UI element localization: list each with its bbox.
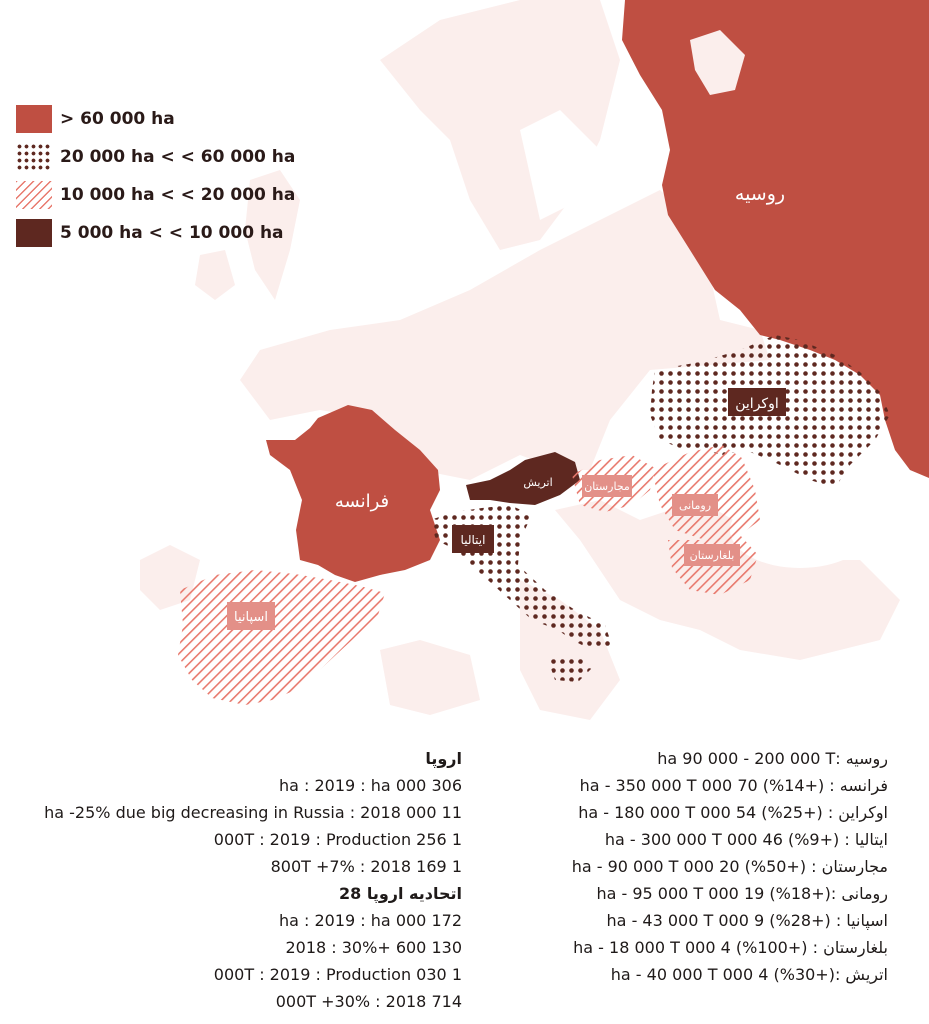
spain-label: اسپانیا <box>234 610 268 625</box>
stat-romania: رومانی :(+18%) 19 000 ha - 95 000 T <box>596 884 888 903</box>
europe-line: 306 000 ha : 2019 : ha <box>278 776 462 795</box>
romania-label: رومانی <box>678 499 712 512</box>
legend-item-above-60000 <box>16 100 295 138</box>
eu28-line: 172 000 ha : 2019 : ha <box>278 911 462 930</box>
stat-spain: اسپانیا : (+28%) 9 000 ha - 43 000 T <box>606 911 888 930</box>
eu28-title: اتحادیه اروپا 28 <box>338 884 462 903</box>
hungary-label: مجارستان <box>584 480 630 493</box>
bulgaria-label: بلغارستان <box>689 549 735 562</box>
europe-line: 1 169 800T +7% : 2018 <box>270 857 462 876</box>
eu28-line: 1 030 000T : 2019 : Production <box>213 965 462 984</box>
italy-label: ایتالیا <box>460 533 486 547</box>
france-label: فرانسه <box>334 491 390 512</box>
europe-title: اروپا <box>425 749 462 768</box>
legend-item-5000-10000 <box>16 214 295 252</box>
europe-stats <box>22 745 462 1015</box>
solid-swatch-icon <box>16 105 52 133</box>
legend-item-10000-20000 <box>16 176 295 214</box>
legend-label: 10 000 ha < < 20 000 ha <box>60 185 296 205</box>
russia-label: روسیه <box>734 183 786 205</box>
stat-france: فرانسه : (+14%) 70 000 ha - 350 000 T <box>579 776 888 795</box>
ukraine-label: اوکراین <box>735 396 779 412</box>
spain-region <box>178 570 385 705</box>
legend-label: 5 000 ha < < 10 000 ha <box>60 223 284 243</box>
hatch-swatch-icon <box>16 181 52 209</box>
legend-label: > 60 000 ha <box>60 109 175 129</box>
stat-austria: اتریش :(+30%) 4 000 ha - 40 000 T <box>610 965 888 984</box>
dots-swatch-icon <box>16 143 52 171</box>
eu28-line: 130 600 +30% : 2018 <box>285 938 462 957</box>
austria-label: اتریش <box>523 476 553 489</box>
eu28-line: 714 000T +30% : 2018 <box>275 992 462 1011</box>
map-legend <box>16 100 295 252</box>
europe-line: 1 256 000T : 2019 : Production <box>213 830 462 849</box>
legend-item-20000-60000 <box>16 138 295 176</box>
stat-ukraine: اوکراین : (+25%) 54 000 ha - 180 000 T <box>578 803 888 822</box>
dark-swatch-icon <box>16 219 52 247</box>
country-stats-list <box>454 745 888 988</box>
legend-label: 20 000 ha < < 60 000 ha <box>60 147 296 167</box>
stat-russia: روسیه :ha 90 000 - 200 000 T <box>657 749 888 768</box>
stat-bulgaria: بلغارستان : (+100%) 4 000 ha - 18 000 T <box>573 938 888 957</box>
stat-italy: ایتالیا : (+9%) 46 000 ha - 300 000 T <box>604 830 888 849</box>
europe-line: 11 000 ha -25% due big decreasing in Russia : 2018 <box>44 803 462 822</box>
stat-hungary: مجارستان : (+50%) 20 000 ha - 90 000 T <box>571 857 888 876</box>
